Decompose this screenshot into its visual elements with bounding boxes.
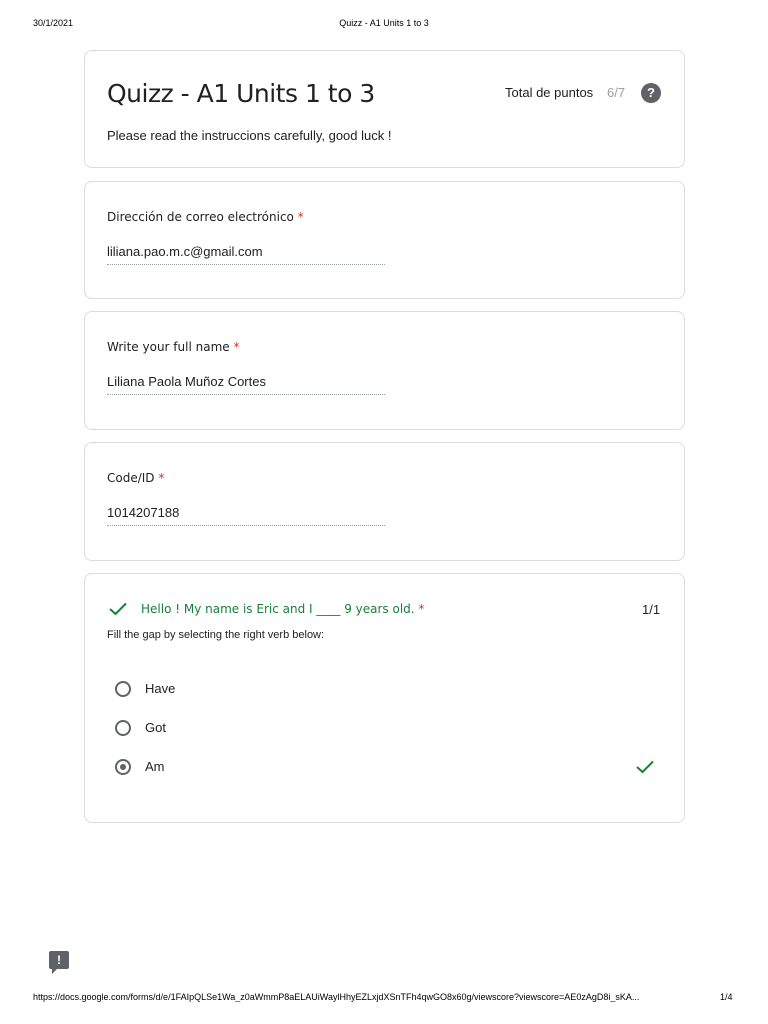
question-label-text: Code/ID bbox=[107, 471, 155, 485]
form-header-card bbox=[84, 50, 685, 168]
question-hint: Fill the gap by selecting the right verb below: bbox=[107, 629, 325, 641]
radio-icon[interactable] bbox=[115, 681, 131, 697]
total-points-label: Total de puntos bbox=[505, 85, 594, 100]
option-label: Am bbox=[145, 759, 165, 774]
option-got[interactable] bbox=[115, 720, 635, 742]
form-description: Please read the instruccions carefully, good luck ! bbox=[107, 128, 392, 143]
total-points-value: 6/7 bbox=[607, 85, 626, 100]
question-score: 1/1 bbox=[642, 602, 661, 617]
code-answer: 1014207188 bbox=[107, 505, 385, 526]
question-card-email bbox=[84, 181, 685, 299]
graded-question-title bbox=[141, 602, 424, 616]
question-label-text: Write your full name bbox=[107, 340, 230, 354]
question-label bbox=[107, 210, 304, 224]
required-marker: * bbox=[418, 602, 425, 616]
name-answer: Liliana Paola Muñoz Cortes bbox=[107, 374, 385, 395]
question-label-text: Dirección de correo electrónico bbox=[107, 210, 294, 224]
option-have[interactable] bbox=[115, 681, 635, 703]
graded-question-text: Hello ! My name is Eric and I ____ 9 years old. bbox=[141, 602, 415, 616]
question-card-name bbox=[84, 311, 685, 430]
required-marker: * bbox=[297, 210, 304, 224]
print-date: 30/1/2021 bbox=[33, 18, 74, 28]
form-title: Quizz - A1 Units 1 to 3 bbox=[107, 79, 375, 108]
print-url: https://docs.google.com/forms/d/e/1FAIpQLSe1Wa_z0aWmmP8aELAUiWaylHhyEZLxjdXSnTFh4qwGO8x60g/viewscore?viewscore=AE0zAgD8i_sKA... bbox=[33, 992, 640, 1002]
question-card-code bbox=[84, 442, 685, 561]
print-page-number: 1/4 bbox=[720, 992, 733, 1002]
correct-answer-check-icon bbox=[636, 760, 654, 774]
print-title: Quizz - A1 Units 1 to 3 bbox=[339, 18, 429, 28]
email-answer: liliana.pao.m.c@gmail.com bbox=[107, 244, 385, 265]
radio-selected-icon[interactable] bbox=[115, 759, 131, 775]
radio-icon[interactable] bbox=[115, 720, 131, 736]
help-icon[interactable]: ? bbox=[641, 83, 661, 103]
option-am[interactable] bbox=[115, 759, 635, 781]
feedback-icon[interactable]: ! bbox=[49, 951, 69, 969]
required-marker: * bbox=[233, 340, 240, 354]
print-header bbox=[0, 18, 768, 32]
option-label: Have bbox=[145, 681, 176, 696]
question-label bbox=[107, 340, 239, 354]
required-marker: * bbox=[158, 471, 165, 485]
graded-question-card bbox=[84, 573, 685, 823]
question-label bbox=[107, 471, 164, 485]
correct-check-icon bbox=[109, 602, 127, 616]
option-label: Got bbox=[145, 720, 166, 735]
